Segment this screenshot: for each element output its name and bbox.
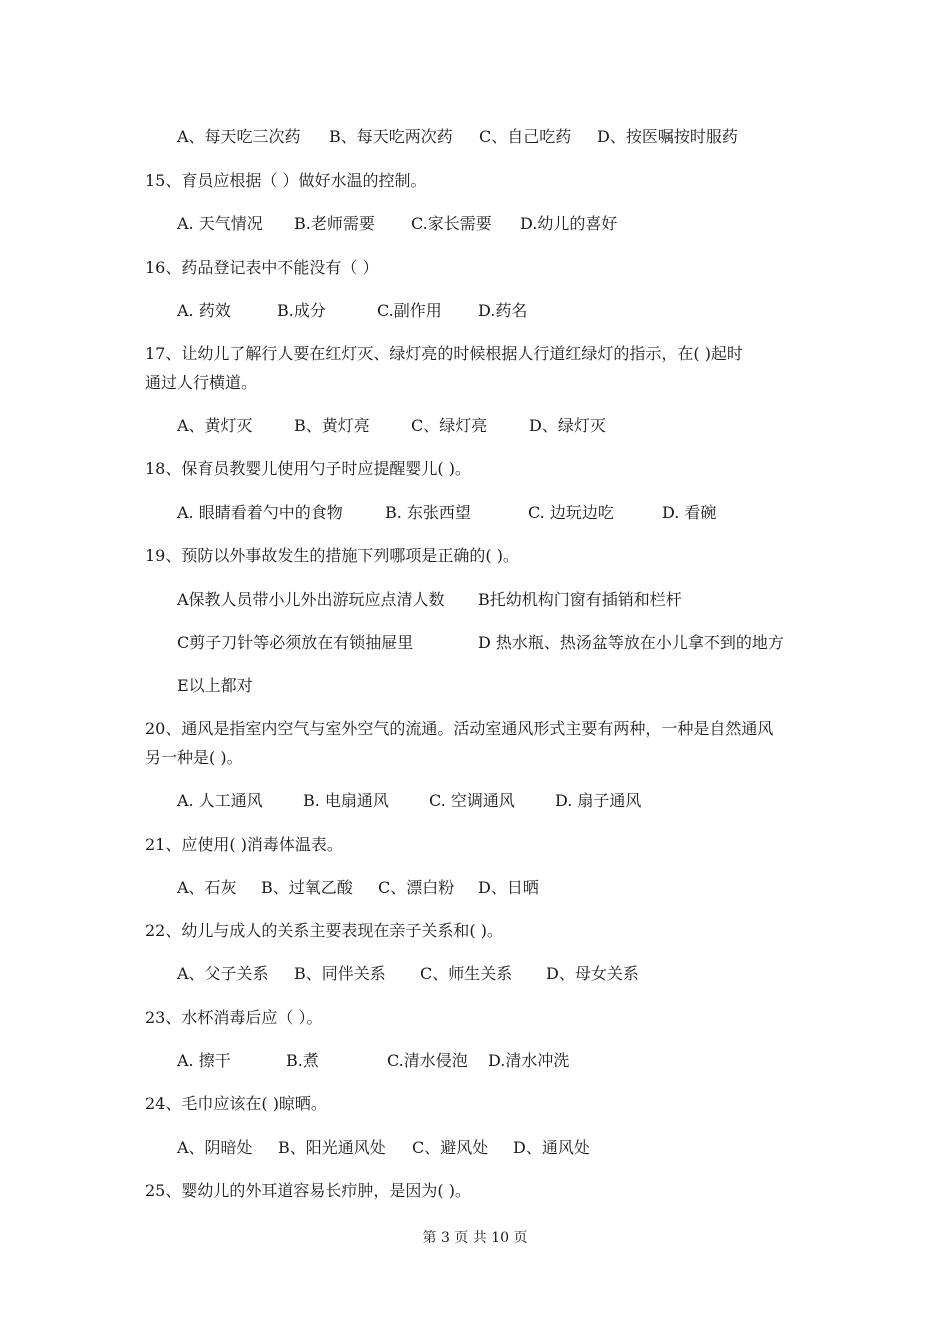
- q19-options-row2: [177, 633, 784, 653]
- q15-option-c: C.家长需要: [411, 214, 492, 233]
- q20-option-b: B. 电扇通风: [303, 791, 389, 810]
- q20-stem-line1: 20、通风是指室内空气与室外空气的流通。活动室通风形式主要有两种，一种是自然通风: [145, 719, 774, 738]
- q21-option-a: A、石灰: [177, 878, 237, 897]
- q15-stem: 15、育员应根据（ ）做好水温的控制。: [145, 171, 427, 190]
- q20-option-a: A. 人工通风: [177, 791, 263, 810]
- q21-options: [177, 878, 539, 898]
- q18-options: [177, 503, 716, 523]
- q15-option-b: B.老师需要: [294, 214, 375, 233]
- q14-option-d: D、按医嘱按时服药: [597, 127, 738, 146]
- q14-option-b: B、每天吃两次药: [329, 127, 453, 146]
- q16-option-c: C.副作用: [377, 301, 442, 320]
- q22-option-d: D、母女关系: [546, 964, 639, 983]
- q19-option-c: C剪子刀针等必须放在有锁抽屉里: [177, 633, 414, 652]
- q22-option-a: A、父子关系: [177, 964, 269, 983]
- q19-stem: 19、预防以外事故发生的措施下列哪项是正确的( )。: [145, 546, 519, 565]
- q23-stem: 23、水杯消毒后应（ ）。: [145, 1008, 323, 1027]
- q24-option-c: C、避风处: [412, 1138, 489, 1157]
- q21-stem: 21、应使用( )消毒体温表。: [145, 835, 343, 854]
- q16-stem: 16、药品登记表中不能没有（ ）: [145, 258, 379, 277]
- q23-option-a: A. 擦干: [177, 1051, 231, 1070]
- q17-option-b: B、黄灯亮: [294, 416, 370, 435]
- q19-option-a: A保教人员带小儿外出游玩应点清人数: [177, 590, 445, 609]
- q19-option-b: B托幼机构门窗有插销和栏杆: [478, 590, 682, 609]
- q21-option-b: B、过氧乙酸: [261, 878, 353, 897]
- q16-option-d: D.药名: [478, 301, 528, 320]
- q17-stem-line1: 17、让幼儿了解行人要在红灯灭、绿灯亮的时候根据人行道红绿灯的指示，在( )起时: [145, 344, 743, 363]
- q19-option-e: E以上都对: [177, 676, 253, 695]
- page-number: 第 3 页 共 10 页: [422, 1230, 528, 1246]
- q19-option-d: D 热水瓶、热汤盆等放在小儿拿不到的地方: [478, 633, 784, 652]
- q22-option-c: C、师生关系: [420, 964, 513, 983]
- q18-option-b: B. 东张西望: [385, 503, 471, 522]
- q17-option-d: D、绿灯灭: [529, 416, 606, 435]
- q22-stem: 22、幼儿与成人的关系主要表现在亲子关系和( )。: [145, 921, 503, 940]
- q14-option-c: C、自己吃药: [479, 127, 572, 146]
- q21-option-c: C、漂白粉: [378, 878, 455, 897]
- q25-stem: 25、婴幼儿的外耳道容易长疖肿，是因为( )。: [145, 1181, 471, 1200]
- q16-option-b: B.成分: [277, 301, 326, 320]
- q17-options: [177, 416, 606, 436]
- q20-options: [177, 791, 641, 811]
- q16-options: [177, 301, 527, 321]
- q15-option-d: D.幼儿的喜好: [520, 214, 618, 233]
- q24-option-a: A、阴暗处: [177, 1138, 253, 1157]
- q24-option-d: D、通风处: [513, 1138, 590, 1157]
- q17-stem-line2: 通过人行横道。: [145, 373, 258, 392]
- q23-option-d: D.清水冲洗: [488, 1051, 570, 1070]
- q20-option-d: D. 扇子通风: [555, 791, 642, 810]
- q18-option-c: C. 边玩边吃: [528, 503, 614, 522]
- q22-options: [177, 964, 639, 984]
- q14-option-a: A、每天吃三次药: [177, 127, 301, 146]
- q15-option-a: A. 天气情况: [177, 214, 263, 233]
- q19-options-row1: [177, 590, 682, 610]
- q16-option-a: A. 药效: [177, 301, 231, 320]
- q18-stem: 18、保育员教婴儿使用勺子时应提醒婴儿( )。: [145, 459, 471, 478]
- q24-option-b: B、阳光通风处: [278, 1138, 386, 1157]
- q14-options: [177, 127, 738, 147]
- q23-options: [177, 1051, 569, 1071]
- q18-option-a: A. 眼睛看着勺中的食物: [177, 503, 343, 522]
- q21-option-d: D、日晒: [478, 878, 539, 897]
- q20-stem-line2: 另一种是( )。: [145, 748, 243, 767]
- q24-options: [177, 1138, 590, 1158]
- q17-option-c: C、绿灯亮: [411, 416, 488, 435]
- q24-stem: 24、毛巾应该在( )晾晒。: [145, 1094, 327, 1113]
- q17-option-a: A、黄灯灭: [177, 416, 253, 435]
- q15-options: [177, 214, 617, 234]
- q18-option-d: D. 看碗: [662, 503, 717, 522]
- q23-option-b: B.煮: [286, 1051, 319, 1070]
- q20-option-c: C. 空调通风: [429, 791, 515, 810]
- q22-option-b: B、同伴关系: [294, 964, 386, 983]
- q23-option-c: C.清水侵泡: [387, 1051, 468, 1070]
